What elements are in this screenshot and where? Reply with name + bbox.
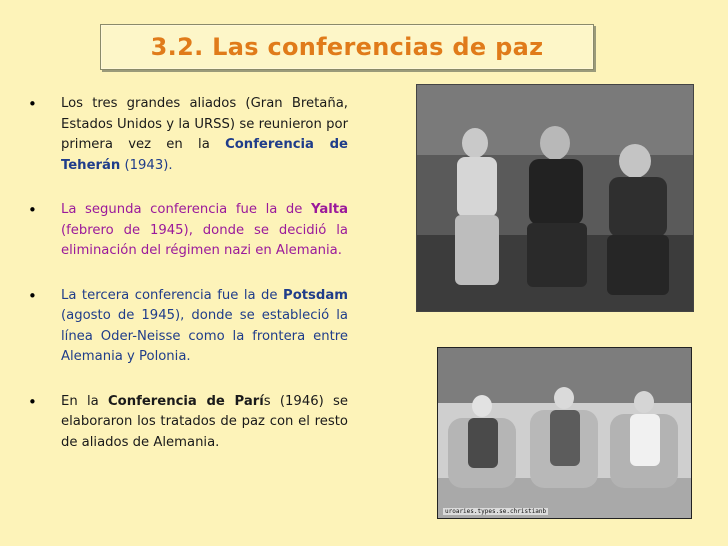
bullet-text: (1943). (120, 157, 173, 173)
bullet-dot-icon: • (28, 95, 37, 113)
bullet-dot-icon: • (28, 201, 37, 219)
bullet-text: La tercera conferencia fue la de (61, 287, 284, 303)
bullet-text: (febrero de 1945), donde se decidió la eliminación del régimen nazi en Alemania. (61, 222, 348, 258)
photo-watermark: uroaries.types.se.christianb (445, 508, 547, 515)
bullet-text: s (1946) se elaboraron los tratados de paz con el resto de aliados de Alemania. (61, 393, 348, 450)
title-box (100, 24, 594, 70)
tehran-conference-photo (416, 84, 694, 312)
potsdam-photo-illustration (438, 348, 691, 518)
bullet-highlight: Potsdam (283, 287, 348, 303)
bullet-highlight: Conferencia de Teherán (61, 137, 348, 173)
bullet-item (28, 286, 348, 368)
bullet-item (28, 94, 348, 176)
bullet-text: En la (61, 393, 108, 409)
slide-title: 3.2. Las conferencias de paz (150, 33, 544, 61)
bullet-item (28, 200, 348, 262)
tehran-photo-illustration (417, 85, 693, 311)
bullet-list (28, 94, 348, 477)
bullet-text: La segunda conferencia fue la de (61, 202, 312, 217)
bullet-dot-icon: • (28, 286, 37, 305)
bullet-highlight: Yalta (311, 202, 348, 217)
bullet-item (28, 392, 348, 454)
potsdam-conference-photo (437, 347, 692, 519)
bullet-text: Los tres grandes aliados (Gran Bretaña, Estados Unidos y la URSS) se reunieron por primera vez en la (61, 96, 348, 152)
bullet-highlight: Conferencia de Parí (107, 393, 264, 409)
bullet-dot-icon: • (28, 392, 37, 411)
bullet-text: (agosto de 1945), donde se estableció la línea Oder-Neisse como la frontera entre Alemania y Polonia. (61, 308, 348, 364)
